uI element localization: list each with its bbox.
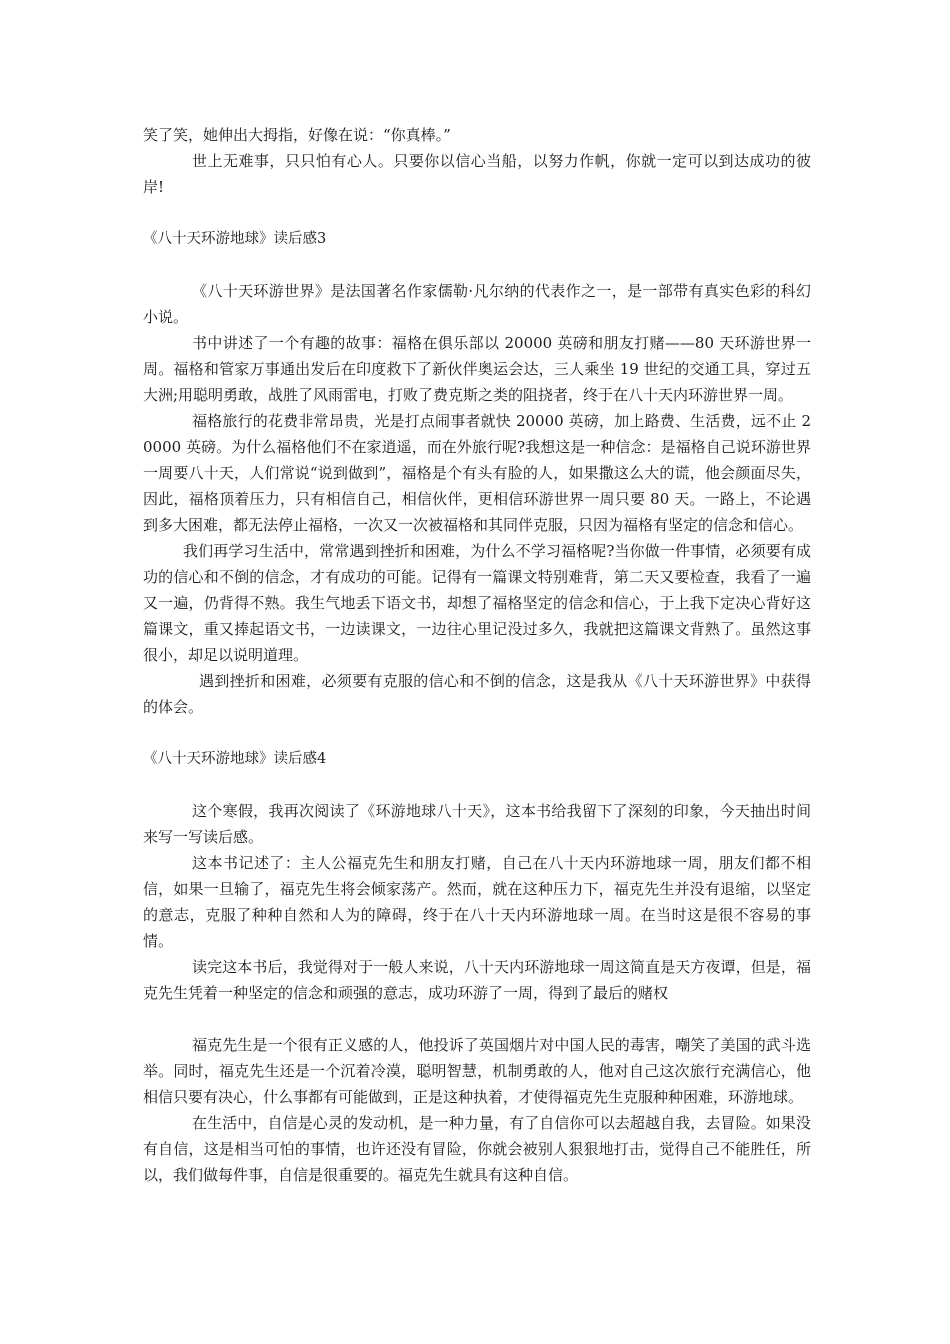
section-3-heading: 《八十天环游地球》读后感3 bbox=[143, 231, 327, 247]
section-4-paragraph-1: 这个寒假，我再次阅读了《环游地球八十天》，这本书给我留下了深刻的印象，今天抽出时间来写一写读后感。 bbox=[143, 802, 811, 846]
section-4-paragraph-5: 在生活中，自信是心灵的发动机，是一种力量，有了自信你可以去超越自我，去冒险。如果没有自信，这是相当可怕的事情，也许还没有冒险，你就会被别人狠狠地打击，觉得自己不能胜任，所以，我们做每件事，自信是很重要的。福克先生就具有这种自信。 bbox=[143, 1114, 811, 1184]
section-3-paragraph-3: 福格旅行的花费非常昂贵，光是打点闹事者就快 20000 英磅，加上路费、生活费，远不止 20000 英磅。为什么福格他们不在家逍遥，而在外旅行呢?我想这是一种信念：是福格自己说环游世界一周要八十天，人们常说“说到做到”，福格是个有头有脸的人，如果撒这么大的谎，他会颜面尽失，因此，福格顶着压力，只有相信自己，相信伙伴，更相信环游世界一周只要 80 天。一路上，不论遇到多大困难，都无法停止福格，一次又一次被福格和其同伴克服，只因为福格有坚定的信念和信心。 bbox=[143, 412, 811, 534]
section-4-heading: 《八十天环游地球》读后感4 bbox=[143, 751, 327, 767]
intro-paragraph-1: 笑了笑，她伸出大拇指，好像在说：“你真棒。” bbox=[143, 126, 451, 144]
section-3-paragraph-5: 遇到挫折和困难，必须要有克服的信心和不倒的信念，这是我从《八十天环游世界》中获得的体会。 bbox=[143, 672, 811, 716]
section-3-paragraph-2: 书中讲述了一个有趣的故事：福格在俱乐部以 20000 英磅和朋友打赌——80 天环游世界一周。福格和管家万事通出发后在印度救下了新伙伴奥运会达，三人乘坐 19 世纪的交通工具，穿过五大洲;用聪明勇敢，战胜了风雨雷电，打败了费克斯之类的阻挠者，终于在八十天内环游世界一周。 bbox=[143, 334, 811, 404]
blank-line bbox=[143, 1006, 811, 1032]
document-page bbox=[143, 122, 811, 1188]
intro-paragraph-2: 世上无难事，只只怕有心人。只要你以信心当船，以努力作帆，你就一定可以到达成功的彼岸! bbox=[143, 152, 811, 196]
section-3-paragraph-4: 我们再学习生活中，常常遇到挫折和困难，为什么不学习福格呢?当你做一件事情，必须要有成功的信心和不倒的信念，才有成功的可能。记得有一篇课文特别难背，第二天又要检查，我看了一遍又一遍，仍背得不熟。我生气地丢下语文书，却想了福格坚定的信念和信心，于上我下定决心背好这篇课文，重又捧起语文书，一边读课文，一边往心里记没过多久，我就把这篇课文背熟了。虽然这事很小，却足以说明道理。 bbox=[143, 542, 811, 664]
section-3-paragraph-1: 《八十天环游世界》是法国著名作家儒勒·凡尔纳的代表作之一，是一部带有真实色彩的科幻小说。 bbox=[143, 282, 811, 326]
section-4-paragraph-2: 这本书记述了：主人公福克先生和朋友打赌，自己在八十天内环游地球一周，朋友们都不相信，如果一旦输了，福克先生将会倾家荡产。然而，就在这种压力下，福克先生并没有退缩，以坚定的意志，克服了种种自然和人为的障碍，终于在八十天内环游地球一周。在当时这是很不容易的事情。 bbox=[143, 854, 811, 950]
section-4-paragraph-4: 福克先生是一个很有正义感的人，他投诉了英国烟片对中国人民的毒害，嘲笑了美国的武斗选举。同时，福克先生还是一个沉着冷漠，聪明智慧，机制勇敢的人，他对自己这次旅行充满信心，他相信只要有决心，什么事都有可能做到，正是这种执着，才使得福克先生克服种种困难，环游地球。 bbox=[143, 1036, 811, 1106]
section-4-paragraph-3: 读完这本书后，我觉得对于一般人来说，八十天内环游地球一周这简直是天方夜谭，但是，福克先生凭着一种坚定的信念和顽强的意志，成功环游了一周，得到了最后的赌权 bbox=[143, 958, 811, 1002]
